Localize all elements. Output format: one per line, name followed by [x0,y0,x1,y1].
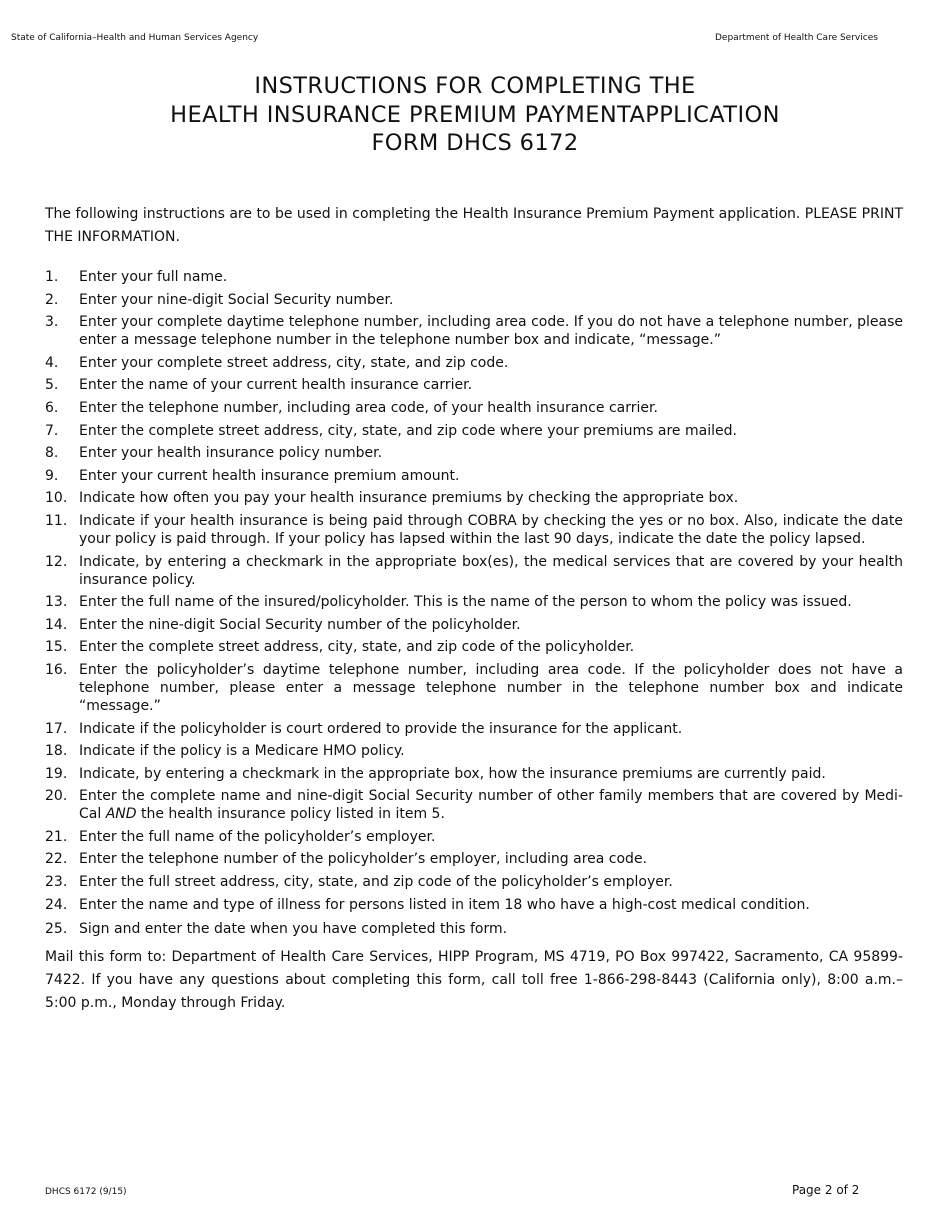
page-title [0,72,950,158]
instruction-item [45,512,903,548]
title-line-3: FORM DHCS 6172 [371,130,579,156]
item-text: Enter your complete street address, city, state, and zip code. [79,354,509,371]
instruction-item [45,376,903,394]
item-text: Enter the nine-digit Social Security number of the policyholder. [79,616,521,633]
form-id: DHCS 6172 (9/15) [45,1187,127,1197]
instruction-list [45,268,903,942]
item-number: 17. [45,720,68,737]
item-text: Indicate, by entering a checkmark in the appropriate box(es), the medical services that are covered by your health insurance policy. [79,553,903,588]
item-text: Enter the full name of the insured/policyholder. This is the name of the person to whom the policy was issued. [79,594,852,611]
item-number: 20. [45,788,68,805]
item-text: Indicate if the policyholder is court ordered to provide the insurance for the applicant. [79,720,683,737]
instruction-item [45,765,903,783]
instruction-item [45,489,903,507]
instruction-item [45,467,903,485]
item-number: 11. [45,512,68,529]
department-header: Department of Health Care Services [715,33,878,43]
item-number: 9. [45,467,59,484]
item-number: 24. [45,896,68,913]
instruction-item [45,444,903,462]
item-text: Indicate, by entering a checkmark in the appropriate box, how the insurance premiums are currently paid. [79,765,826,782]
item-text: Indicate how often you pay your health insurance premiums by checking the appropriate box. [79,490,739,507]
instruction-item [45,850,903,868]
item-number: 25. [45,920,68,937]
instruction-item [45,873,903,891]
item-number: 15. [45,639,68,656]
agency-header: State of California–Health and Human Services Agency [11,33,259,43]
instruction-item [45,313,903,349]
item-number: 12. [45,553,68,570]
item-text: Enter the name and type of illness for persons listed in item 18 who have a high-cost medical condition. [79,896,810,913]
instruction-item [45,638,903,656]
item-text-pre: Enter the complete name and nine-digit Social Security number of other family members that are covered by Medi-Cal [79,788,903,823]
item-text-post: the health insurance policy listed in item 5. [136,806,445,823]
item-text: Enter the complete street address, city, state, and zip code where your premiums are mailed. [79,422,737,439]
instruction-item [45,291,903,309]
item-text: Indicate if your health insurance is being paid through COBRA by checking the yes or no box. Also, indicate the date your policy is paid through. If your policy has lapsed within the last 90 days, indicate the date the policy lapsed. [79,512,903,547]
item-number: 13. [45,594,68,611]
item-number: 16. [45,661,68,678]
instruction-item [45,616,903,634]
item-number: 14. [45,616,68,633]
item-number: 2. [45,291,59,308]
item-text: Enter the telephone number of the policyholder’s employer, including area code. [79,851,648,868]
item-number: 8. [45,445,59,462]
item-text: Sign and enter the date when you have completed this form. [79,920,508,937]
instruction-item [45,399,903,417]
item-number: 19. [45,765,68,782]
item-text: Enter the telephone number, including area code, of your health insurance carrier. [79,399,658,416]
item-text: Enter the complete street address, city, state, and zip code of the policyholder. [79,639,635,656]
instruction-item [45,920,903,938]
instruction-item [45,787,903,823]
item-text: Indicate if the policy is a Medicare HMO policy. [79,743,405,760]
item-text: Enter the name of your current health insurance carrier. [79,377,473,394]
item-number: 5. [45,377,59,394]
item-number: 4. [45,354,59,371]
item-number: 6. [45,399,59,416]
instruction-item [45,661,903,715]
item-text: Enter the full name of the policyholder’s employer. [79,828,436,845]
item-text: Enter your nine-digit Social Security number. [79,291,394,308]
item-number: 10. [45,490,68,507]
instruction-item [45,896,903,914]
item-number: 1. [45,269,59,285]
title-line-2: HEALTH INSURANCE PREMIUM PAYMENTAPPLICATION [170,101,780,128]
instruction-item [45,828,903,846]
title-line-1: INSTRUCTIONS FOR COMPLETING THE [254,73,696,99]
instruction-item [45,354,903,372]
instruction-item [45,422,903,440]
item-number: 22. [45,851,68,868]
item-number: 7. [45,422,59,439]
mailing-instructions: Mail this form to: Department of Health Care Services, HIPP Program, MS 4719, PO Box 997422, Sacramento, CA 95899-7422. If you have any questions about completing this form, call toll free 1-866-298-8443 (California only), 8:00 a.m.–5:00 p.m., Monday through Friday. [45,949,903,1011]
instruction-item [45,553,903,589]
item-number: 3. [45,314,59,331]
instruction-item [45,742,903,760]
item-number: 21. [45,828,68,845]
item-text: Enter your health insurance policy number. [79,445,383,462]
page-number: Page 2 of 2 [792,1183,860,1197]
item-number: 23. [45,874,68,891]
instruction-item [45,720,903,738]
item-text: Enter the full street address, city, state, and zip code of the policyholder’s employer. [79,874,673,891]
instruction-item [45,593,903,611]
item-text: Enter your complete daytime telephone number, including area code. If you do not have a telephone number, please enter a message telephone number in the telephone number box and indicate, “message.” [79,314,903,349]
item-text: Enter the policyholder’s daytime telephone number, including area code. If the policyholder does not have a telephone number, please enter a message telephone number in the telephone number box and indicate “message.” [79,661,903,714]
instruction-item [45,268,903,286]
intro-paragraph: The following instructions are to be used in completing the Health Insurance Premium Payment application. PLEASE PRINT THE INFORMATION. [45,206,903,245]
item-text-emphasis: AND [105,806,137,823]
item-text: Enter your full name. [79,269,228,285]
item-text: Enter your current health insurance premium amount. [79,467,460,484]
item-number: 18. [45,743,68,760]
